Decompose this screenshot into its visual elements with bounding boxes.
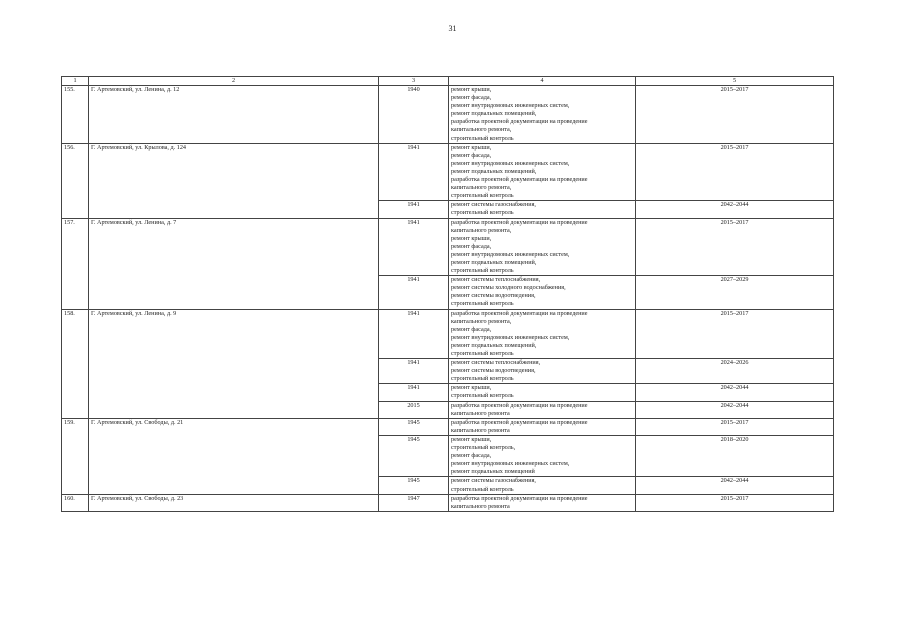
- work-item: разработка проектной документации на проведение: [451, 176, 588, 184]
- repair-period: 2024–2026: [636, 359, 834, 384]
- repair-period: 2042–2044: [636, 384, 834, 401]
- row-number: 156.: [62, 143, 89, 218]
- table-row: [62, 418, 834, 435]
- work-item: ремонт системы холодного водоснабжения,: [451, 284, 566, 292]
- work-item: ремонт крыши,: [451, 234, 492, 242]
- building-address: Г. Артемовский, ул. Крылова, д. 124: [89, 143, 379, 218]
- repair-period: 2042–2044: [636, 477, 834, 494]
- work-item: ремонт подвальных помещений,: [451, 167, 537, 175]
- work-item: строительный контроль,: [451, 444, 516, 452]
- works-list: [449, 418, 636, 435]
- works-list: [449, 218, 636, 276]
- work-item: ремонт крыши,: [451, 384, 492, 392]
- build-year: 1941: [379, 359, 449, 384]
- work-item: разработка проектной документации на проведение: [451, 118, 588, 126]
- work-item: ремонт внутридомовых инженерных систем,: [451, 159, 570, 167]
- work-item: разработка проектной документации на проведение: [451, 418, 588, 426]
- works-list: [449, 401, 636, 418]
- works-list: [449, 276, 636, 309]
- works-list: [449, 201, 636, 218]
- row-number: 158.: [62, 309, 89, 418]
- work-item: разработка проектной документации на проведение: [451, 309, 588, 317]
- build-year: 2015: [379, 401, 449, 418]
- work-item: капитального ремонта,: [451, 184, 512, 192]
- column-header: 1: [62, 77, 89, 86]
- build-year: 1941: [379, 218, 449, 276]
- work-item: строительный контроль: [451, 134, 514, 142]
- table-row: [62, 494, 834, 511]
- work-item: ремонт фасада,: [451, 325, 492, 333]
- works-list: [449, 435, 636, 476]
- work-item: ремонт внутридомовых инженерных систем,: [451, 250, 570, 258]
- column-header: 4: [449, 77, 636, 86]
- build-year: 1947: [379, 494, 449, 511]
- building-address: Г. Артемовский, ул. Ленина, д. 12: [89, 86, 379, 144]
- work-item: разработка проектной документации на проведение: [451, 494, 588, 502]
- work-item: ремонт внутридомовых инженерных систем,: [451, 333, 570, 341]
- work-item: разработка проектной документации на проведение: [451, 401, 588, 409]
- column-header: 3: [379, 77, 449, 86]
- work-item: капитального ремонта: [451, 502, 510, 510]
- repair-period: 2015–2017: [636, 143, 834, 201]
- build-year: 1941: [379, 201, 449, 218]
- work-item: строительный контроль: [451, 350, 514, 357]
- work-item: строительный контроль: [451, 375, 514, 383]
- build-year: 1945: [379, 418, 449, 435]
- work-item: разработка проектной документации на проведение: [451, 218, 588, 226]
- capital-repair-table: [61, 76, 834, 512]
- work-item: ремонт подвальных помещений: [451, 468, 535, 476]
- repair-period: 2015–2017: [636, 418, 834, 435]
- repair-period: 2027–2029: [636, 276, 834, 309]
- work-item: ремонт фасада,: [451, 242, 492, 250]
- work-item: строительный контроль: [451, 209, 514, 217]
- repair-period: 2018–2020: [636, 435, 834, 476]
- build-year: 1945: [379, 435, 449, 476]
- column-number-row: [62, 77, 834, 86]
- row-number: 157.: [62, 218, 89, 309]
- work-item: ремонт фасада,: [451, 452, 492, 460]
- work-item: ремонт системы теплоснабжения,: [451, 359, 541, 367]
- work-item: ремонт крыши,: [451, 143, 492, 151]
- works-list: [449, 143, 636, 201]
- row-number: 160.: [62, 494, 89, 511]
- repair-period: 2015–2017: [636, 309, 834, 359]
- build-year: 1941: [379, 384, 449, 401]
- table-row: [62, 86, 834, 144]
- repair-period: 2015–2017: [636, 494, 834, 511]
- column-header: 2: [89, 77, 379, 86]
- work-item: ремонт подвальных помещений,: [451, 258, 537, 266]
- building-address: Г. Артемовский, ул. Ленина, д. 9: [89, 309, 379, 418]
- work-item: ремонт подвальных помещений,: [451, 110, 537, 118]
- works-list: [449, 477, 636, 494]
- repair-period: 2042–2044: [636, 201, 834, 218]
- building-address: Г. Артемовский, ул. Свободы, д. 21: [89, 418, 379, 494]
- build-year: 1941: [379, 276, 449, 309]
- row-number: 155.: [62, 86, 89, 144]
- repair-period: 2015–2017: [636, 218, 834, 276]
- table-row: [62, 218, 834, 276]
- work-item: строительный контроль: [451, 485, 514, 493]
- work-item: ремонт системы газоснабжения,: [451, 477, 536, 485]
- work-item: ремонт системы газоснабжения,: [451, 201, 536, 209]
- works-list: [449, 359, 636, 384]
- work-item: ремонт фасада,: [451, 151, 492, 159]
- work-item: ремонт системы водоотведения,: [451, 367, 536, 375]
- work-item: строительный контроль: [451, 267, 514, 275]
- work-item: ремонт системы теплоснабжения,: [451, 276, 541, 284]
- building-address: Г. Артемовский, ул. Ленина, д. 7: [89, 218, 379, 309]
- work-item: ремонт фасада,: [451, 94, 492, 102]
- work-item: ремонт системы водоотведения,: [451, 292, 536, 300]
- repair-period: 2015–2017: [636, 86, 834, 144]
- build-year: 1941: [379, 309, 449, 359]
- work-item: капитального ремонта: [451, 409, 510, 417]
- work-item: капитального ремонта,: [451, 126, 512, 134]
- work-item: капитального ремонта,: [451, 317, 512, 325]
- work-item: ремонт внутридомовых инженерных систем,: [451, 460, 570, 468]
- work-item: капитального ремонта: [451, 426, 510, 434]
- work-item: ремонт крыши,: [451, 435, 492, 443]
- work-item: строительный контроль: [451, 300, 514, 308]
- table-row: [62, 309, 834, 359]
- table-row: [62, 143, 834, 201]
- works-list: [449, 309, 636, 359]
- works-list: [449, 384, 636, 401]
- work-item: строительный контроль: [451, 192, 514, 200]
- works-list: [449, 494, 636, 511]
- works-list: [449, 86, 636, 144]
- work-item: ремонт крыши,: [451, 86, 492, 93]
- page-number: 31: [448, 24, 457, 33]
- column-header: 5: [636, 77, 834, 86]
- work-item: ремонт подвальных помещений,: [451, 341, 537, 349]
- build-year: 1945: [379, 477, 449, 494]
- build-year: 1940: [379, 86, 449, 144]
- work-item: строительный контроль: [451, 392, 514, 400]
- row-number: 159.: [62, 418, 89, 494]
- table-body: [62, 86, 834, 512]
- work-item: ремонт внутридомовых инженерных систем,: [451, 102, 570, 110]
- repair-period: 2042–2044: [636, 401, 834, 418]
- work-item: капитального ремонта,: [451, 226, 512, 234]
- build-year: 1941: [379, 143, 449, 201]
- building-address: Г. Артемовский, ул. Свободы, д. 23: [89, 494, 379, 511]
